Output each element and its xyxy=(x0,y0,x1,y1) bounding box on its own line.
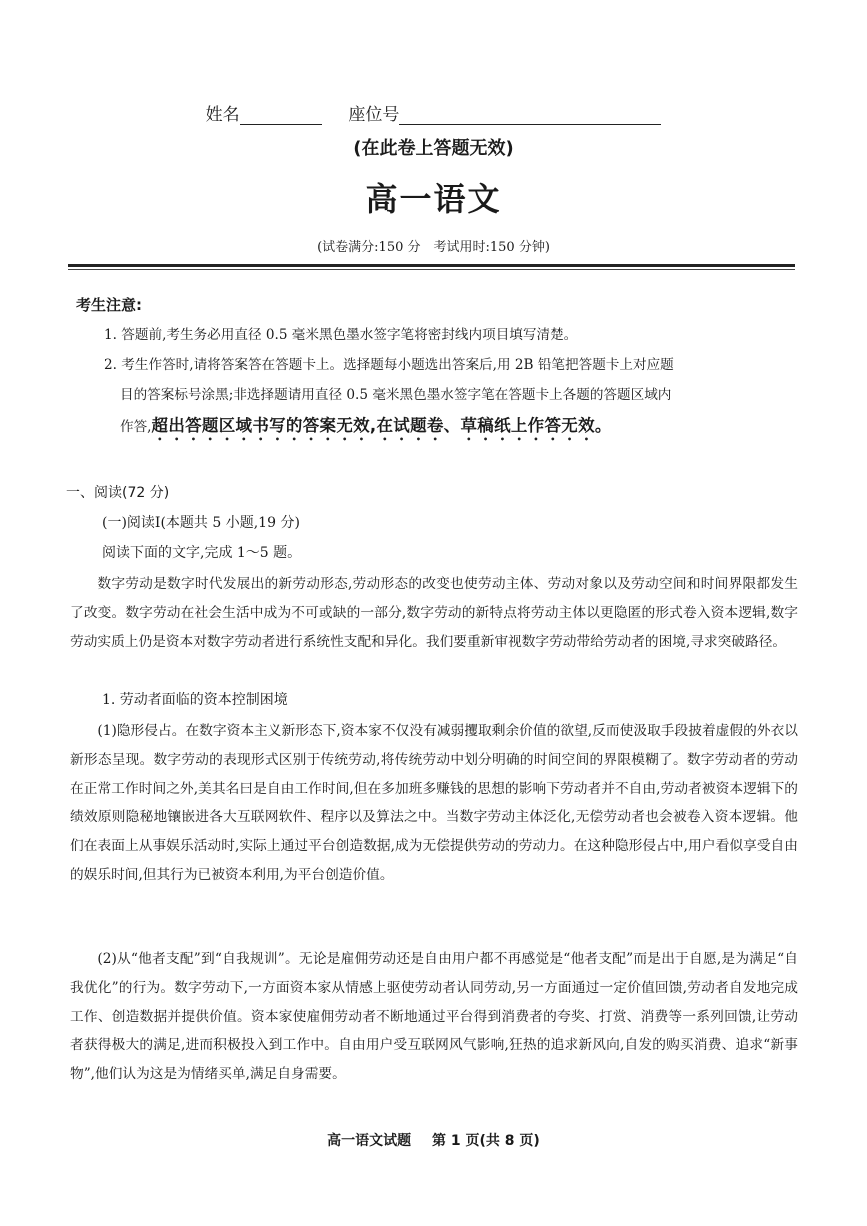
seat-blank[interactable] xyxy=(399,106,661,125)
candidate-info-line xyxy=(0,100,867,125)
page-footer xyxy=(0,1130,867,1150)
article-paragraph-1: 数字劳动是数字时代发展出的新劳动形态,劳动形态的改变也使劳动主体、劳动对象以及劳动空间和时间界限都发生了改变。数字劳动在社会生活中成为不可或缺的一部分,数字劳动的新特点将劳动主体以更隐匿的形式卷入资本逻辑,数字劳动实质上仍是资本对数字劳动者进行系统性支配和异化。我们要重新审视数字劳动带给劳动者的困境,寻求突破路径。 xyxy=(70,576,798,650)
footer-page-number: 第 1 页(共 8 页) xyxy=(432,1133,540,1149)
header-divider-thin xyxy=(68,269,795,270)
page-title: 高一语文 xyxy=(365,180,502,218)
notice-item-2-line-3 xyxy=(120,411,612,444)
invalid-note: (在此卷上答题无效) xyxy=(353,138,514,159)
article-heading-1: 1. 劳动者面临的资本控制困境 xyxy=(102,692,288,708)
notice-emphasis: 超出答题区域书写的答案无效,在试题卷、草稿纸上作答无效。 xyxy=(151,416,612,435)
notice-heading: 考生注意: xyxy=(76,296,142,314)
section-heading: 一、阅读(72 分) xyxy=(66,485,170,501)
section-subheading: (一)阅读Ⅰ(本题共 5 小题,19 分) xyxy=(102,515,300,531)
notice-line-3-prefix: 作答, xyxy=(120,419,152,435)
name-blank[interactable] xyxy=(240,106,322,125)
notice-item-2-line-1: 2. 考生作答时,请将答案答在答题卡上。选择题每小题选出答案后,用 2B 铅笔把答题卡上对应题 xyxy=(104,357,674,373)
article-paragraph-2: (1)隐形侵占。在数字资本主义新形态下,资本家不仅没有减弱攫取剩余价值的欲望,反而使汲取手段披着虚假的外衣以新形态呈现。数字劳动的表现形式区别于传统劳动,将传统劳动中划分明确的时间空间的界限模糊了。数字劳动者的劳动在正常工作时间之外,美其名曰是自由工作时间,但在多加班多赚钱的思想的影响下劳动者并不自由,劳动者被资本逻辑下的绩效原则隐秘地镶嵌进各大互联网软件、程序以及算法之中。当数字劳动主体泛化,无偿劳动者也会被卷入资本逻辑。他们在表面上从事娱乐活动时,实际上通过平台创造数据,成为无偿提供劳动的劳动力。在这种隐形侵占中,用户看似享受自由的娱乐时间,但其行为已被资本利用,为平台创造价值。 xyxy=(70,723,798,883)
notice-item-1: 1. 答题前,考生务必用直径 0.5 毫米黑色墨水签字笔将密封线内项目填写清楚。 xyxy=(104,327,578,343)
section-instruction: 阅读下面的文字,完成 1～5 题。 xyxy=(102,545,302,561)
name-label: 姓名 xyxy=(205,105,240,125)
header-divider-thick xyxy=(68,264,795,267)
article-paragraph-3: (2)从“他者支配”到“自我规训”。无论是雇佣劳动还是自由用户都不再感觉是“他者支配”而是出于自愿,是为满足“自我优化”的行为。数字劳动下,一方面资本家从情感上驱使劳动者认同劳动,另一方面通过一定价值回馈,劳动者自发地完成工作、创造数据并提供价值。资本家使雇佣劳动者不断地通过平台得到消费者的夸奖、打赏、消费等一系列回馈,让劳动者获得极大的满足,进而积极投入到工作中。自由用户受互联网风气影响,狂热的追求新风向,自发的购买消费、追求“新事物”,他们认为这是为情绪买单,满足自身需要。 xyxy=(70,951,798,1083)
exam-info: (试卷满分:150 分 考试用时:150 分钟) xyxy=(317,240,550,255)
footer-subject: 高一语文试题 xyxy=(327,1133,412,1149)
seat-label: 座位号 xyxy=(348,105,400,125)
notice-item-2-line-2: 目的答案标号涂黑;非选择题请用直径 0.5 毫米黑色墨水签字笔在答题卡上各题的答题区域内 xyxy=(120,387,672,403)
